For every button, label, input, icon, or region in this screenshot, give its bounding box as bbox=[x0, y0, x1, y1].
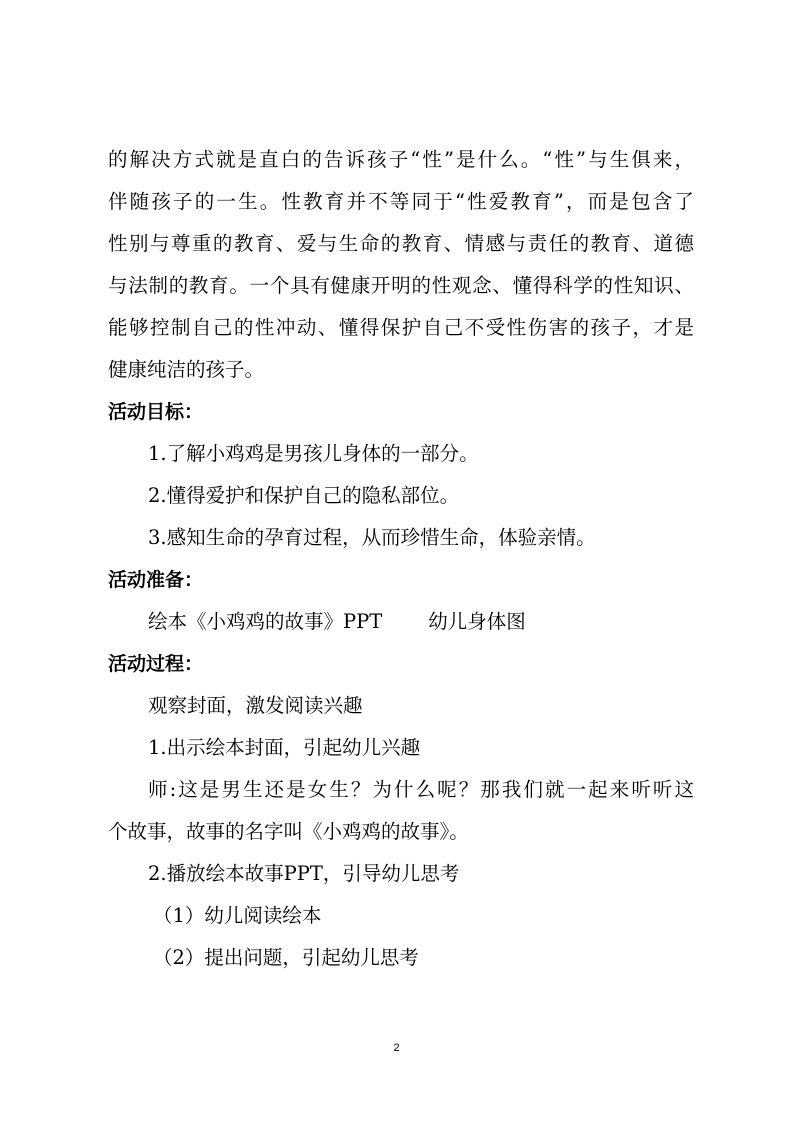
process-line-4: 个故事，故事的名字叫《小鸡鸡的故事》。 bbox=[108, 820, 469, 843]
paragraph-line-2: 伴随孩子的一生。性教育并不等同于“性爱教育”，而是包含了 bbox=[108, 190, 694, 213]
paragraph-line-6: 健康纯洁的孩子。 bbox=[108, 358, 265, 381]
paragraph-line-4: 与法制的教育。一个具有健康开明的性观念、懂得科学的性知识、 bbox=[108, 274, 694, 297]
goal-item-3: 3.感知生命的孕育过程，从而珍惜生命，体验亲情。 bbox=[148, 526, 596, 549]
process-line-1: 观察封面，激发阅读兴趣 bbox=[148, 694, 363, 717]
prep-item-body-chart: 幼儿身体图 bbox=[428, 610, 526, 633]
paragraph-line-1: 的解决方式就是直白的告诉孩子“性”是什么。“性”与生俱来， bbox=[108, 148, 694, 171]
goal-item-2: 2.懂得爱护和保护自己的隐私部位。 bbox=[148, 484, 460, 507]
prep-heading: 活动准备： bbox=[108, 569, 204, 591]
process-line-6: （1）幼儿阅读绘本 bbox=[153, 904, 322, 927]
paragraph-line-5: 能够控制自己的性冲动、懂得保护自己不受性伤害的孩子，才是 bbox=[108, 316, 694, 339]
prep-items bbox=[148, 610, 698, 634]
process-line-5: 2.播放绘本故事PPT，引导幼儿思考 bbox=[148, 862, 460, 885]
page-number: 2 bbox=[393, 1042, 400, 1054]
paragraph-line-3: 性别与尊重的教育、爱与生命的教育、情感与责任的教育、道德 bbox=[108, 232, 694, 255]
goal-item-1: 1.了解小鸡鸡是男孩儿身体的一部分。 bbox=[148, 442, 479, 465]
goals-heading: 活动目标： bbox=[108, 401, 204, 423]
prep-item-picture-book: 绘本《小鸡鸡的故事》PPT bbox=[148, 610, 383, 633]
process-heading: 活动过程： bbox=[108, 653, 204, 675]
process-line-7: （2）提出问题，引起幼儿思考 bbox=[153, 946, 419, 969]
process-line-3: 师:这是男生还是女生？为什么呢？那我们就一起来听听这 bbox=[148, 778, 694, 801]
process-line-2: 1.出示绘本封面，引起幼儿兴趣 bbox=[148, 736, 421, 759]
